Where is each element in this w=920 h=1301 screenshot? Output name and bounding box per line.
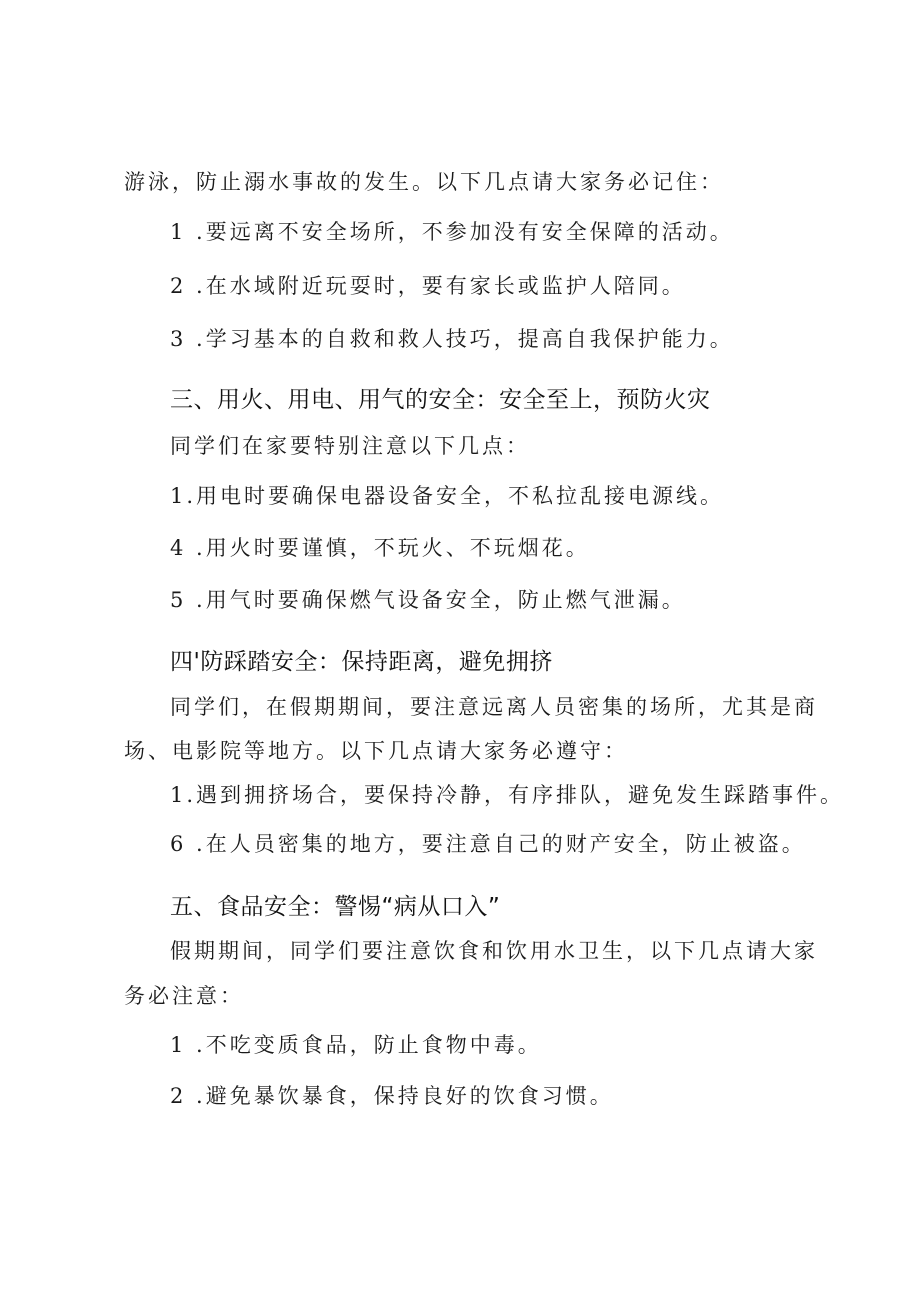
section-heading: 五、食品安全：警惕“病从口入” xyxy=(170,894,501,920)
paragraph-line: 假期期间，同学们要注意饮食和饮用水卫生，以下几点请大家 xyxy=(170,939,818,963)
list-item: 2 .避免暴饮暴食，保持良好的饮食习惯。 xyxy=(170,1084,614,1108)
section-heading: 四'防踩踏安全：保持距离，避免拥挤 xyxy=(170,649,553,675)
paragraph-line: 场、电影院等地方。以下几点请大家务必遵守： xyxy=(124,739,628,763)
list-item: 1.遇到拥挤场合，要保持冷静，有序排队，避免发生踩踏事件。 xyxy=(170,783,845,807)
list-item: 1.用电时要确保电器设备安全，不私拉乱接电源线。 xyxy=(170,484,725,508)
list-item: 5 .用气时要确保燃气设备安全，防止燃气泄漏。 xyxy=(170,588,686,612)
list-item: 1 .不吃变质食品，防止食物中毒。 xyxy=(170,1033,542,1057)
list-item: 4 .用火时要谨慎，不玩火、不玩烟花。 xyxy=(170,536,590,560)
paragraph-line: 同学们，在假期期间，要注意远离人员密集的场所，尤其是商 xyxy=(170,695,818,719)
list-item: 6 .在人员密集的地方，要注意自己的财产安全，防止被盗。 xyxy=(170,832,806,856)
list-item: 3 .学习基本的自救和救人技巧，提高自我保护能力。 xyxy=(170,327,734,351)
list-item: 2 .在水域附近玩耍时，要有家长或监护人陪同。 xyxy=(170,274,686,298)
paragraph-line: 游泳，防止溺水事故的发生。以下几点请大家务必记住： xyxy=(124,170,724,194)
section-heading: 三、用火、用电、用气的安全：安全至上，预防火灾 xyxy=(170,387,711,413)
list-item: 1 .要远离不安全场所，不参加没有安全保障的活动。 xyxy=(170,220,734,244)
paragraph-line: 务必注意： xyxy=(124,984,244,1008)
paragraph-line: 同学们在家要特别注意以下几点： xyxy=(170,434,530,458)
